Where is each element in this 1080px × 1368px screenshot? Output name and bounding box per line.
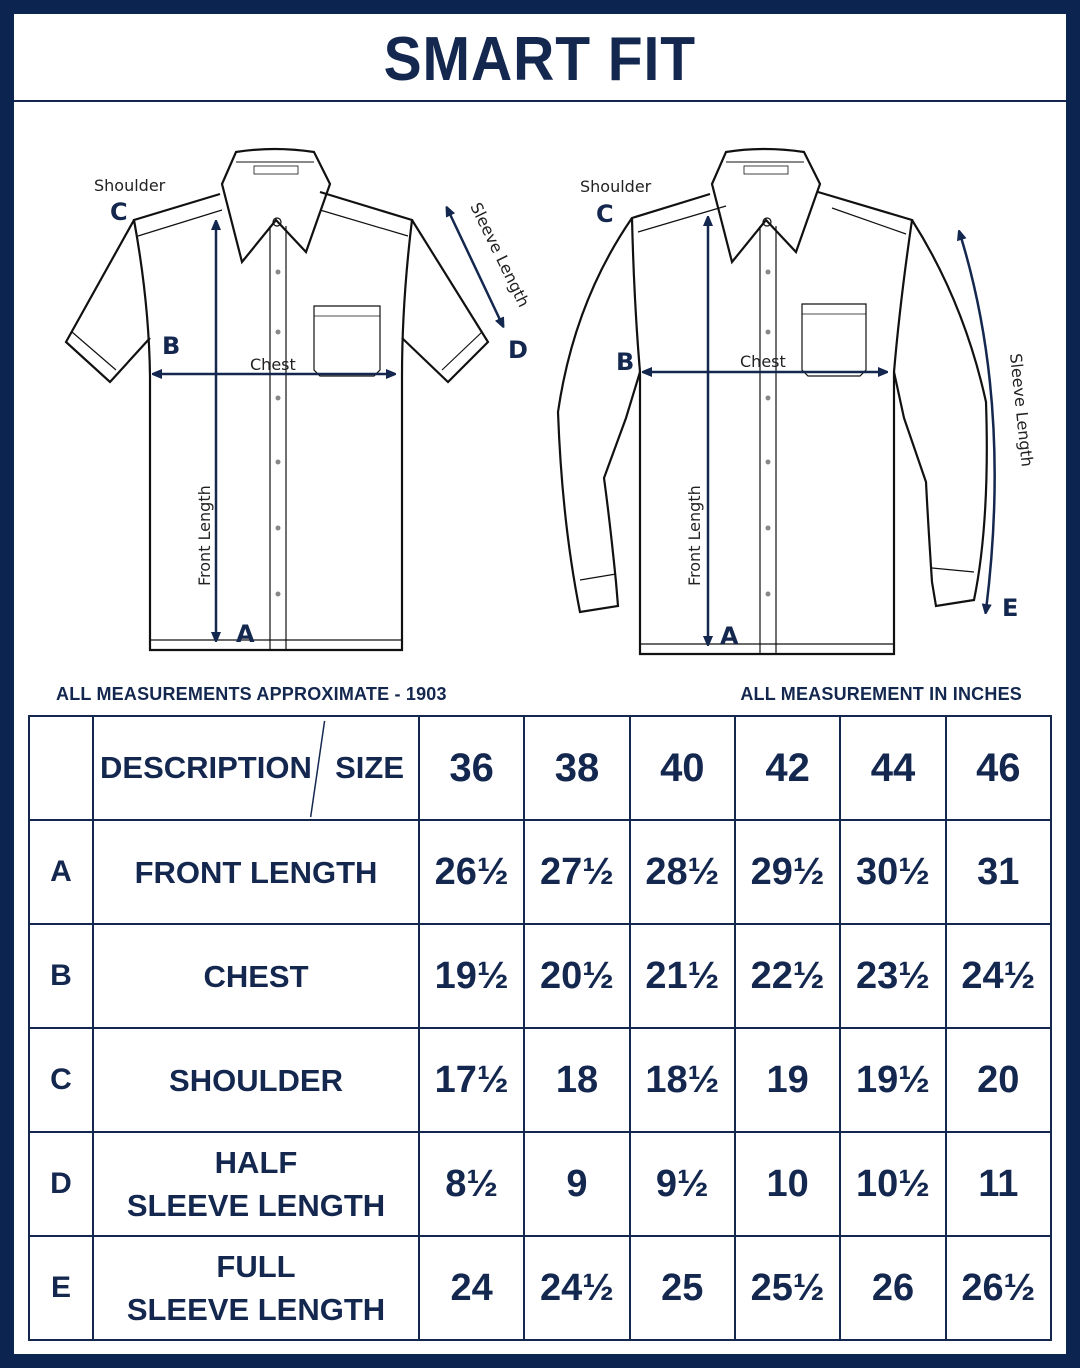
marker-b: B: [162, 332, 181, 360]
size-chart-card: [14, 14, 1066, 1354]
marker-c: C: [110, 198, 128, 226]
front-length-label: Front Length: [195, 485, 214, 586]
units-note: ALL MEASUREMENT IN INCHES: [740, 683, 1022, 704]
table-row: [29, 1132, 1051, 1236]
measurement-notes: [56, 682, 1022, 706]
value-cell: 10½: [840, 1132, 945, 1236]
sleeve-length-label-full: Sleeve Length: [1006, 352, 1037, 468]
size-header: SIZE: [335, 750, 404, 785]
row-description: [93, 1028, 419, 1132]
size-column-header: 42: [735, 716, 840, 820]
value-cell: 27½: [524, 820, 629, 924]
value-cell: 26½: [419, 820, 524, 924]
size-column-header: 38: [524, 716, 629, 820]
marker-c-full: C: [596, 200, 614, 228]
value-cell: 28½: [630, 820, 735, 924]
front-length-label-full: Front Length: [685, 485, 704, 586]
value-cell: 11: [946, 1132, 1051, 1236]
shirt-diagrams: [14, 102, 1066, 682]
marker-e: E: [1002, 594, 1019, 622]
header-description-cell: [93, 716, 419, 820]
table-row: [29, 1028, 1051, 1132]
table-row: [29, 820, 1051, 924]
value-cell: 21½: [630, 924, 735, 1028]
value-cell: 19: [735, 1028, 840, 1132]
marker-a-full: A: [720, 622, 739, 650]
shoulder-label-full: Shoulder: [580, 177, 652, 196]
value-cell: 17½: [419, 1028, 524, 1132]
marker-a: A: [236, 620, 255, 648]
marker-b-full: B: [616, 348, 635, 376]
full-sleeve-shirt-illustration: [558, 149, 987, 654]
approximate-note: ALL MEASUREMENTS APPROXIMATE - 1903: [56, 683, 447, 704]
description-line: SLEEVE LENGTH: [126, 1188, 386, 1223]
value-cell: 26½: [946, 1236, 1051, 1340]
value-cell: 23½: [840, 924, 945, 1028]
row-description: [93, 1132, 419, 1236]
value-cell: 25½: [735, 1236, 840, 1340]
value-cell: 9½: [630, 1132, 735, 1236]
value-cell: 8½: [419, 1132, 524, 1236]
value-cell: 19½: [840, 1028, 945, 1132]
chest-label: Chest: [250, 355, 296, 374]
row-letter: C: [29, 1028, 93, 1132]
header-letter-cell: [29, 716, 93, 820]
table-row: [29, 1236, 1051, 1340]
value-cell: 20½: [524, 924, 629, 1028]
row-description: [93, 820, 419, 924]
value-cell: 31: [946, 820, 1051, 924]
description-line: HALF: [214, 1145, 298, 1180]
page-title: SMART FIT: [383, 24, 697, 94]
row-letter: A: [29, 820, 93, 924]
value-cell: 24: [419, 1236, 524, 1340]
value-cell: 24½: [524, 1236, 629, 1340]
value-cell: 10: [735, 1132, 840, 1236]
description-line: SHOULDER: [169, 1062, 343, 1098]
value-cell: 22½: [735, 924, 840, 1028]
sleeve-length-arrow-full: [960, 234, 995, 610]
value-cell: 26: [840, 1236, 945, 1340]
size-column-header: 46: [946, 716, 1051, 820]
value-cell: 29½: [735, 820, 840, 924]
size-column-header: 40: [630, 716, 735, 820]
shoulder-label: Shoulder: [94, 176, 166, 195]
chest-label-full: Chest: [740, 352, 786, 371]
description-line: FULL: [216, 1249, 296, 1284]
description-line: FRONT LENGTH: [134, 854, 378, 890]
value-cell: 18½: [630, 1028, 735, 1132]
row-letter: E: [29, 1236, 93, 1340]
table-row: [29, 924, 1051, 1028]
description-line: SLEEVE LENGTH: [126, 1292, 386, 1327]
value-cell: 9: [524, 1132, 629, 1236]
size-table: [28, 715, 1052, 1341]
value-cell: 25: [630, 1236, 735, 1340]
title-band: [14, 14, 1066, 102]
value-cell: 18: [524, 1028, 629, 1132]
table-header-row: [29, 716, 1051, 820]
description-header: DESCRIPTION: [100, 750, 312, 785]
description-line: CHEST: [203, 958, 309, 994]
value-cell: 19½: [419, 924, 524, 1028]
row-description: [93, 1236, 419, 1340]
sleeve-length-label: Sleeve Length: [466, 199, 534, 311]
row-letter: B: [29, 924, 93, 1028]
row-description: [93, 924, 419, 1028]
marker-d: D: [508, 336, 528, 364]
value-cell: 20: [946, 1028, 1051, 1132]
row-letter: D: [29, 1132, 93, 1236]
size-column-header: 44: [840, 716, 945, 820]
value-cell: 30½: [840, 820, 945, 924]
value-cell: 24½: [946, 924, 1051, 1028]
size-column-header: 36: [419, 716, 524, 820]
